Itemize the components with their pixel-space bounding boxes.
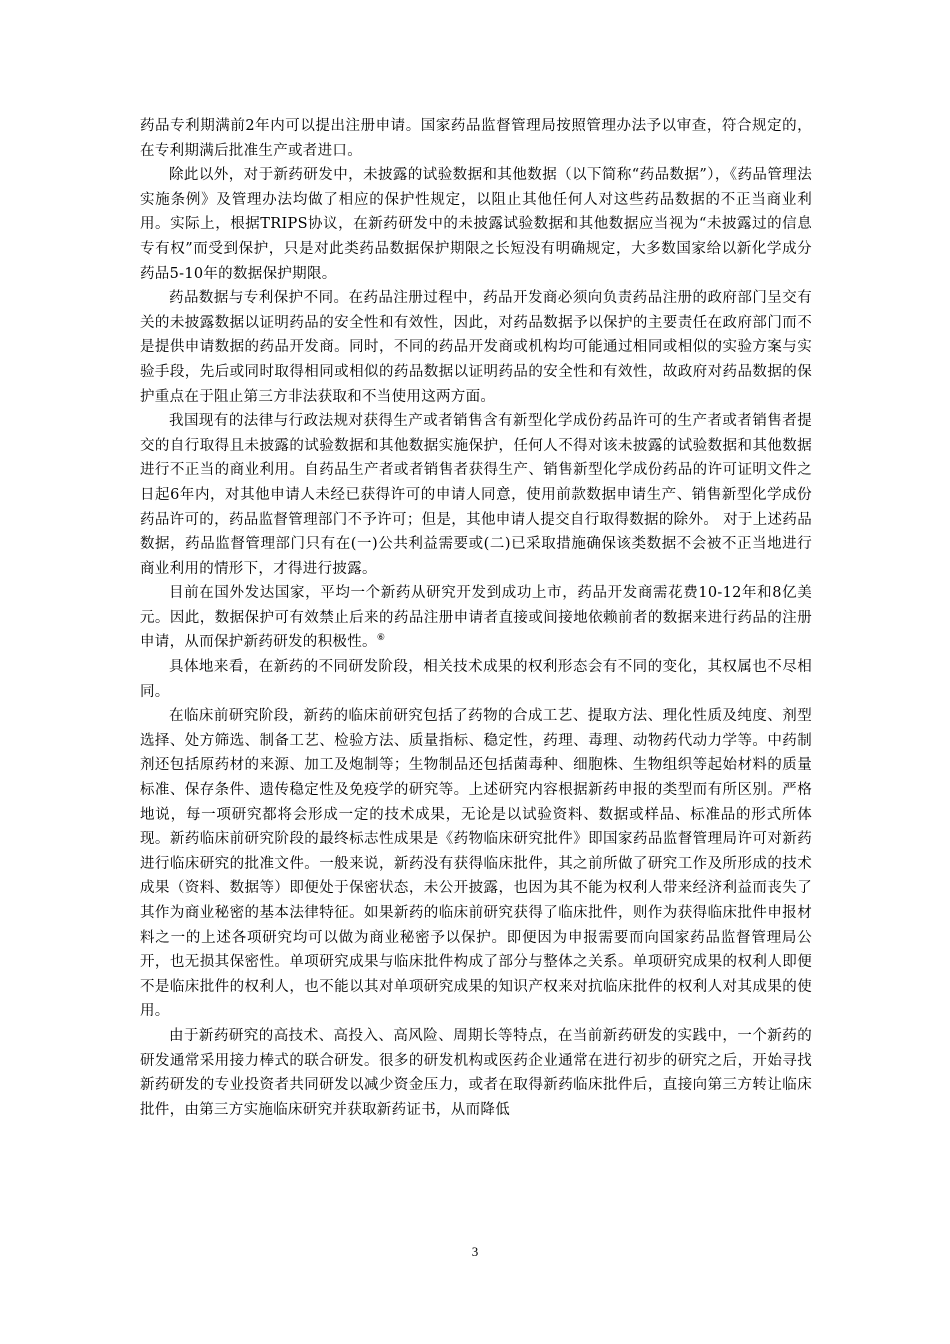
- paragraph-text: 目前在国外发达国家，平均一个新药从研究开发到成功上市，药品开发商需花费10-12年和8亿美元。因此，数据保护可有效禁止后来的药品注册申请者直接或间接地依赖前者的数据来进行药品的注册申请，从而保护新药研发的积极性。: [140, 585, 812, 651]
- paragraph: 除此以外，对于新药研发中，未披露的试验数据和其他数据（以下简称“药品数据”），《药品管理法实施条例》及管理办法均做了相应的保护性规定，以阻止其他任何人对这些药品数据的不正当商业利用。实际上，根据TRIPS协议，在新药研发中的未披露试验数据和其他数据应当视为“未披露过的信息专有权”而受到保护，只是对此类药品数据保护期限之长短没有明确规定，大多数国家给以新化学成分药品5-10年的数据保护期限。: [140, 167, 812, 282]
- paragraph: 在临床前研究阶段，新药的临床前研究包括了药物的合成工艺、提取方法、理化性质及纯度、剂型选择、处方筛选、制备工艺、检验方法、质量指标、稳定性，药理、毒理、动物药代动力学等。中药制剂还包括原药材的来源、加工及炮制等；生物制品还包括菌毒种、细胞株、生物组织等起始材料的质量标准、保存条件、遗传稳定性及免疫学的研究等。上述研究内容根据新药申报的类型而有所区别。严格地说，每一项研究都将会形成一定的技术成果，无论是以试验资料、数据或样品、标准品的形式所体现。新药临床前研究阶段的最终标志性成果是《药物临床研究批件》即国家药品监督管理局许可对新药进行临床研究的批准文件。一般来说，新药没有获得临床批件，其之前所做了研究工作及所形成的技术成果（资料、数据等）即便处于保密状态，未公开披露，也因为其不能为权利人带来经济利益而丧失了其作为商业秘密的基本法律特征。如果新药的临床前研究获得了临床批件，则作为获得临床批件申报材料之一的上述各项研究均可以做为商业秘密予以保护。即便因为申报需要而向国家药品监督管理局公开，也无损其保密性。单项研究成果与临床批件构成了部分与整体之关系。单项研究成果的权利人即便不是临床批件的权利人，也不能以其对单项研究成果的知识产权来对抗临床批件的权利人对其成果的使用。: [140, 708, 812, 1020]
- paragraph: 由于新药研究的高技术、高投入、高风险、周期长等特点，在当前新药研发的实践中，一个新药的研发通常采用接力棒式的联合研发。很多的研发机构或医药企业通常在进行初步的研究之后，开始寻找新药研发的专业投资者共同研发以减少资金压力，或者在取得新药临床批件后，直接向第三方转让临床批件，由第三方实施临床研究并获取新药证书，从而降低: [140, 1027, 812, 1118]
- paragraph: 具体地来看，在新药的不同研发阶段，相关技术成果的权利形态会有不同的变化，其权属也不尽相同。: [140, 659, 812, 700]
- body-text: [140, 114, 812, 1122]
- footnote-reference[interactable]: ⑥: [376, 633, 386, 644]
- paragraph: 我国现有的法律与行政法规对获得生产或者销售含有新型化学成份药品许可的生产者或者销售者提交的自行取得且未披露的试验数据和其他数据实施保护，任何人不得对该未披露的试验数据和其他数据进行不正当的商业利用。自药品生产者或者销售者获得生产、销售新型化学成份药品的许可证明文件之日起6年内，对其他申请人未经已获得许可的申请人同意，使用前款数据申请生产、销售新型化学成份药品许可的，药品监督管理部门不予许可；但是，其他申请人提交自行取得数据的除外。 对于上述药品数据，药品监督管理部门只有在(一)公共利益需要或(二)已采取措施确保该类数据不会被不正当地进行商业利用的情形下，才得进行披露。: [140, 413, 812, 577]
- paragraph: 药品专利期满前2年内可以提出注册申请。国家药品监督管理局按照管理办法予以审查，符合规定的，在专利期满后批准生产或者进口。: [140, 118, 812, 159]
- paragraph: 药品数据与专利保护不同。在药品注册过程中，药品开发商必须向负责药品注册的政府部门呈交有关的未披露数据以证明药品的安全性和有效性，因此，对药品数据予以保护的主要责任在政府部门而不是提供申请数据的药品开发商。同时，不同的药品开发商或机构均可能通过相同或相似的实验方案与实验手段，先后或同时取得相同或相似的药品数据以证明药品的安全性和有效性，故政府对药品数据的保护重点在于阻止第三方非法获取和不当使用这两方面。: [140, 290, 812, 405]
- page-number: 3: [471, 1244, 479, 1259]
- paragraph-with-footnote: [140, 581, 812, 655]
